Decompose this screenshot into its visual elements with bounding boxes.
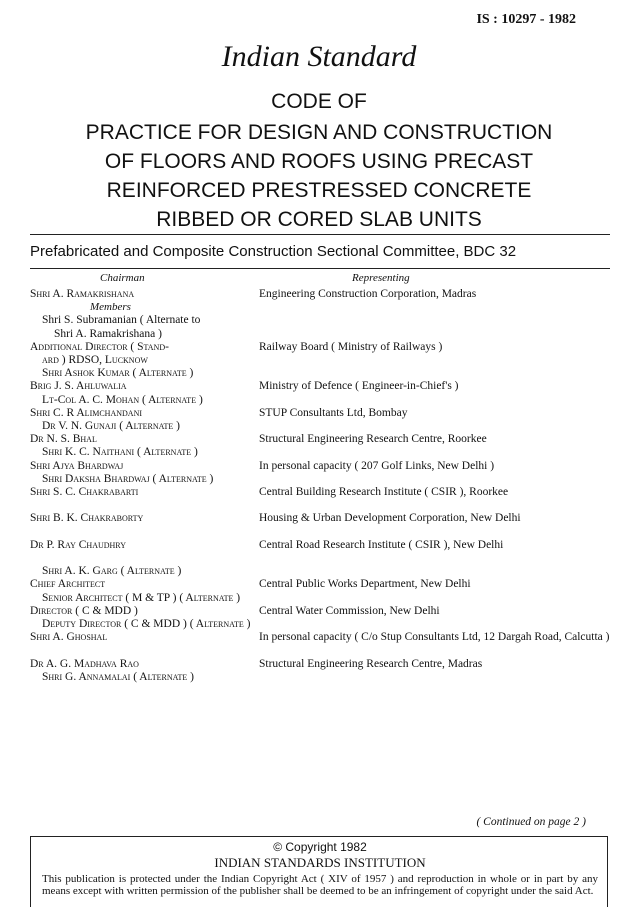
- member-name: Senior Architect ( M & TP ) ( Alternate ): [42, 591, 241, 604]
- member-representing: Central Public Works Department, New Delhi: [259, 578, 471, 591]
- member-representing: Railway Board ( Ministry of Railways ): [259, 340, 443, 353]
- member-name: Chief Architect: [30, 578, 106, 591]
- member-name: Shri G. Annamalai ( Alternate ): [42, 670, 194, 683]
- representing-column-header: Representing: [352, 272, 410, 284]
- copyright-line: © Copyright 1982: [273, 840, 367, 854]
- roster-row: [30, 631, 610, 657]
- roster-row: [30, 512, 610, 538]
- member-name: Director ( C & MDD ): [30, 604, 138, 617]
- member-name: Shri S. Subramanian ( Alternate to: [42, 314, 201, 327]
- member-name: Shri Ajya Bhardwaj: [30, 459, 124, 472]
- roster-row: [30, 460, 610, 473]
- roster-row: [30, 565, 610, 578]
- subject-line: REINFORCED PRESTRESSED CONCRETE: [106, 179, 532, 202]
- roster-row: [30, 618, 610, 631]
- roster-row: [30, 658, 610, 671]
- member-name: Shri A. Ghoshal: [30, 631, 108, 644]
- roster-row: [30, 446, 610, 459]
- roster-row: [30, 380, 610, 393]
- member-name: Shri Ashok Kumar ( Alternate ): [42, 367, 194, 380]
- member-representing: Engineering Construction Corporation, Madras: [259, 288, 477, 300]
- roster-row: [30, 328, 610, 341]
- document-title: Indian Standard: [221, 40, 417, 73]
- member-name: Shri B. K. Chakraborty: [30, 512, 144, 525]
- roster-row: [30, 578, 610, 591]
- member-name: Dr A. G. Madhava Rao: [30, 657, 139, 670]
- roster-row: [30, 671, 610, 684]
- divider: [30, 268, 610, 269]
- member-representing: Structural Engineering Research Centre, Madras: [259, 657, 483, 670]
- roster-row: [30, 473, 610, 486]
- committee-name: Prefabricated and Composite Construction Sectional Committee, BDC 32: [30, 243, 517, 260]
- roster-row: [30, 394, 610, 407]
- member-name: Shri S. C. Chakrabarti: [30, 486, 139, 499]
- roster-row: [30, 354, 610, 367]
- continued-note: ( Continued on page 2 ): [476, 816, 586, 828]
- roster-row: [30, 341, 610, 354]
- member-name: Dr N. S. Bhal: [30, 433, 97, 446]
- subject-line: RIBBED OR CORED SLAB UNITS: [156, 208, 482, 231]
- member-name: Dr P. Ray Chaudhry: [30, 538, 126, 551]
- roster-row: [30, 433, 610, 446]
- subject-line: PRACTICE FOR DESIGN AND CONSTRUCTION: [85, 121, 553, 144]
- roster-row: [30, 420, 610, 433]
- member-representing: In personal capacity ( 207 Golf Links, New Delhi ): [259, 459, 495, 472]
- member-representing: Structural Engineering Research Centre, Roorkee: [259, 433, 487, 446]
- member-representing: Central Building Research Institute ( CSIR ), Roorkee: [259, 486, 509, 499]
- roster-row: [30, 605, 610, 618]
- member-representing: Central Water Commission, New Delhi: [259, 604, 440, 617]
- standard-number: IS : 10297 - 1982: [476, 12, 576, 27]
- roster-row: [30, 407, 610, 420]
- institution-name: INDIAN STANDARDS INSTITUTION: [214, 855, 426, 870]
- member-name: Dr V. N. Gunaji ( Alternate ): [42, 420, 181, 433]
- member-representing: Ministry of Defence ( Engineer-in-Chief's ): [259, 380, 459, 393]
- member-name: ard ) RDSO, Lucknow: [42, 354, 148, 367]
- member-name: Deputy Director ( C & MDD ) ( Alternate ): [42, 618, 251, 631]
- member-name: Shri A. Ramakrishana ): [54, 327, 162, 340]
- roster-row: [30, 539, 610, 565]
- chairman-column-header: Chairman: [100, 272, 145, 284]
- copyright-notice: This publication is protected under the Indian Copyright Act ( XIV of 1957 ) and reproduction in whole or in part by any means except with written permission of the publisher shall be deemed to be an infringement of copyright under the said Act.: [42, 873, 598, 897]
- committee-roster: [30, 288, 610, 684]
- member-name: Shri A. Ramakrishana: [30, 288, 135, 300]
- roster-row: [30, 367, 610, 380]
- subject-title: [0, 118, 638, 234]
- divider: [30, 234, 610, 235]
- member-name: Lt-Col A. C. Mohan ( Alternate ): [42, 393, 203, 406]
- member-name: Shri C. R Alimchandani: [30, 406, 143, 419]
- subject-line: OF FLOORS AND ROOFS USING PRECAST: [104, 150, 534, 173]
- code-of-heading: CODE OF: [271, 90, 367, 113]
- member-name: Shri A. K. Garg ( Alternate ): [42, 565, 182, 578]
- member-representing: Central Road Research Institute ( CSIR ), New Delhi: [259, 538, 504, 551]
- roster-row: [30, 486, 610, 512]
- member-representing: STUP Consultants Ltd, Bombay: [259, 406, 408, 419]
- member-representing: Housing & Urban Development Corporation, New Delhi: [259, 512, 521, 525]
- member-name: Brig J. S. Ahluwalia: [30, 380, 127, 393]
- members-label: Members: [90, 301, 131, 314]
- roster-row: [30, 314, 610, 327]
- member-name: Shri K. C. Naithani ( Alternate ): [42, 446, 198, 459]
- roster-row: [30, 288, 610, 301]
- roster-row: [30, 592, 610, 605]
- member-name: Shri Daksha Bhardwaj ( Alternate ): [42, 472, 214, 485]
- member-name: Additional Director ( Stand-: [30, 340, 169, 353]
- member-representing: In personal capacity ( C/o Stup Consultants Ltd, 12 Dargah Road, Calcutta ): [259, 631, 610, 644]
